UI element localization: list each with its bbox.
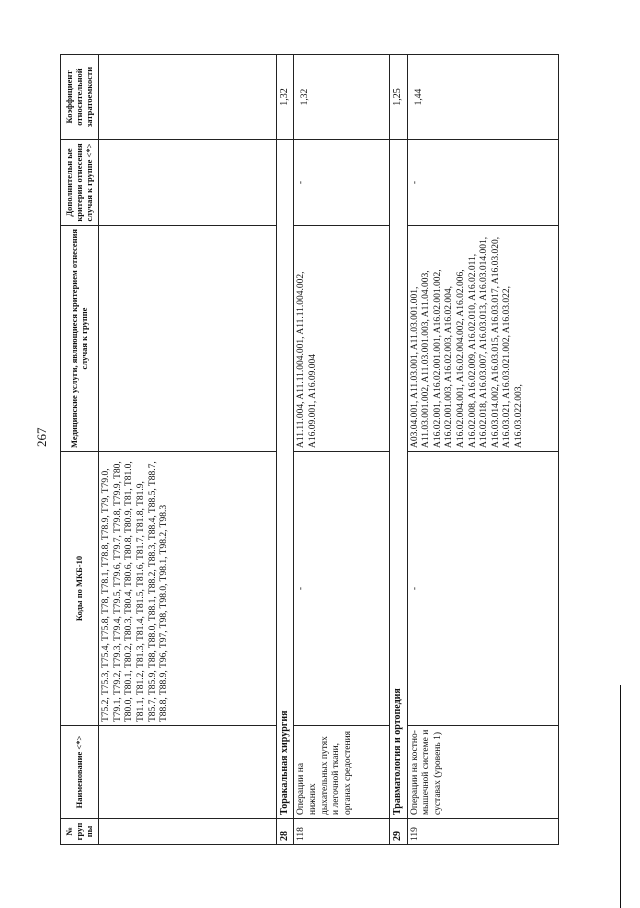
table-row [294, 55, 390, 845]
cell-coef [99, 55, 277, 140]
cell-name: Операции на костно-мышечной системе и суставах (уровень 1) [407, 726, 558, 819]
header-group-number: № груп пы [61, 819, 99, 845]
cell-services: A11.11.004, A11.11.004.001, A11.11.004.002, A16.09.001, A16.09.004 [294, 226, 390, 452]
cell-mkb: - [407, 452, 558, 726]
header-medical-services: Медицинские услуги, являющиеся критерием отнесения случая к группе [61, 226, 99, 452]
cell-mkb: T75.2, T75.3, T75.4, T75.8, T78, T78.1, T78.8, T78.9, T79, T79.0, T79.1, T79.2, T79.3, T79.4, T79.5, T79.6, T79.7, T79.8, T79.9, T80, T80.0, T80.1, T80.2, T80.3, T80.4, T80.6, T80.8, T80.9, T81, T81.0, T81.1, T81.2, T81.3, T81.4, T81.5, T81.6, T81.7, T81.8, T81.9, T85.7, T85.9, T88, T88.0, T88.1, T88.2, T88.3, T88.4, T88.5, T88.7, T88.8, T88.9, T96, T97, T98, T98.0, T98.1, T98.2, T98.3 [99, 452, 277, 726]
cell-mkb: - [294, 452, 390, 726]
section-row [277, 55, 294, 845]
section-title: Травматология и ортопедия [390, 140, 407, 819]
cell-name: Операции на нижних дыхательных путях и легочной ткани, органах средостения [294, 726, 390, 819]
header-additional-criteria: Дополнительн ые критерии отнесения случая к группе <*> [61, 140, 99, 226]
cell-coef: 1,44 [407, 55, 558, 140]
section-num: 29 [390, 819, 407, 845]
cell-name [99, 726, 277, 819]
section-title: Торакальная хирургия [277, 140, 294, 819]
header-coefficient: Коэффициент относительной затратоемкости [61, 55, 99, 140]
cell-coef: 1,32 [294, 55, 390, 140]
header-name: Наименование <*> [61, 726, 99, 819]
section-coef: 1,32 [277, 55, 294, 140]
page-number: 267 [34, 427, 49, 447]
header-mkb-codes: Коды по МКБ-10 [61, 452, 99, 726]
cell-services: A03.04.001, A11.03.001, A11.03.001.001, A11.03.001.002, A11.03.001.003, A11.04.003, A16.02.001, A16.02.001.001, A16.02.001.002, A16.02.001.003, A16.02.003, A16.02.004, A16.02.004.001, A16.02.004.002, A16.02.006, A16.02.008, A16.02.009, A16.02.010, A16.02.011, A16.02.018, A16.03.007, A16.03.013, A16.03.014.001, A16.03.014.002, A16.03.015, A16.03.017, A16.03.020, A16.03.021, A16.03.021.002, A16.03.022, A16.03.022.003, [407, 226, 558, 452]
cell-num [99, 819, 277, 845]
cell-services [99, 226, 277, 452]
ksg-table [60, 54, 559, 845]
table-row [407, 55, 558, 845]
footnote-divider [620, 685, 621, 908]
cell-additional: - [294, 140, 390, 226]
table-row [99, 55, 277, 845]
section-coef: 1,25 [390, 55, 407, 140]
section-row [390, 55, 407, 845]
cell-additional [99, 140, 277, 226]
cell-num: 118 [294, 819, 390, 845]
cell-additional: - [407, 140, 558, 226]
header-row [61, 55, 99, 845]
section-num: 28 [277, 819, 294, 845]
cell-num: 119 [407, 819, 558, 845]
